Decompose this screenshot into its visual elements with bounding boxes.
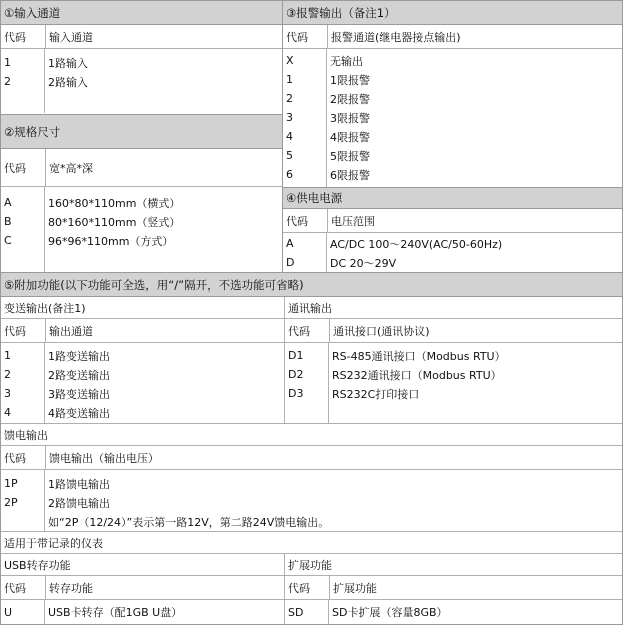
row-code: X [286,54,294,67]
row-desc: USB卡转存（配1GB U盘） [48,606,183,619]
row-desc: RS232通讯接口（Modbus RTU） [332,368,502,382]
feed-note: 如“2P（12/24）”表示第一路12V，第二路24V馈电输出。 [48,515,330,529]
row-desc: RS232C打印接口 [332,387,420,401]
col-desc: 馈电输出（输出电压） [45,446,622,469]
row-code: 1 [286,73,293,86]
col-code: 代码 [4,324,26,338]
feed-note-row [1,512,622,531]
table-row [285,365,622,384]
row-desc: 3限报警 [330,111,370,125]
column-header [1,576,284,600]
row-desc: 2限报警 [330,92,370,106]
rows [1,600,284,624]
col-code: 代码 [4,581,26,595]
rows [283,233,622,272]
row-code: C [4,234,12,247]
row-desc: SD卡扩展（容量8GB） [332,606,448,619]
section-alarm-output [283,1,622,187]
col-desc: 扩展功能 [329,576,622,599]
section-power-supply [283,187,622,272]
row-code: 4 [286,130,293,143]
column-header [283,209,622,233]
col-desc: 宽*高*深 [45,149,282,186]
subsection-title: 馈电输出 [1,424,622,446]
col-desc: 电压范围 [327,209,622,232]
row-desc: 5限报警 [330,149,370,163]
subsection-transmit-output [1,297,284,423]
subsection-feed-output [1,424,622,531]
row-code: 1 [4,349,11,362]
row-desc: 1路馈电输出 [48,477,110,491]
rows [1,343,284,423]
row-code: A [4,196,12,209]
row-code: B [4,215,12,228]
row-code: 2 [286,92,293,105]
table-row [283,89,622,108]
row-code: 6 [286,168,293,181]
row-code: 5 [286,149,293,162]
section-input-channel [1,1,282,114]
column-header [285,319,622,343]
row-code: 4 [4,406,11,419]
table-row [283,146,622,165]
row-desc: 1限报警 [330,73,370,87]
col-code: 代码 [288,324,310,338]
row-desc: 4限报警 [330,130,370,144]
col-code: 代码 [4,30,26,44]
column-header [285,576,622,600]
col-code: 代码 [286,214,308,228]
row-desc: 无输出 [330,54,363,68]
recorder-title: 适用于带记录的仪表 [1,532,622,554]
column-header [1,149,282,187]
row-code: D2 [288,368,304,381]
rows [1,470,622,531]
col-code: 代码 [4,161,26,175]
row-desc: 160*80*110mm（横式） [48,196,181,210]
row-code: 2P [4,496,18,509]
row-code: 3 [4,387,11,400]
table-row [285,384,622,403]
section-title: ①输入通道 [1,1,282,25]
subsection-usb-transfer [1,554,284,624]
subsection-comm-output [285,297,622,423]
section-dimensions [1,114,282,272]
rows [285,343,622,423]
table-row [283,70,622,89]
section-title: ②规格尺寸 [1,114,282,149]
table-row [1,474,622,493]
row-desc: 6限报警 [330,168,370,182]
row-code: A [286,237,294,250]
table-row [283,108,622,127]
col-code: 代码 [4,451,26,465]
row-code: 3 [286,111,293,124]
row-code: SD [288,605,304,619]
row-code: D1 [288,349,304,362]
rows [285,600,622,624]
table-row [283,234,622,253]
row-code: D [286,256,295,269]
row-desc: 2路输入 [48,75,88,89]
column-header [1,25,282,49]
row-code: 1 [4,56,11,69]
row-desc: 1路输入 [48,56,88,70]
col-code: 代码 [286,30,308,44]
section-title: ④供电电源 [283,187,622,209]
subsection-title: USB转存功能 [1,554,284,576]
column-header [283,25,622,49]
row-desc: 4路变送输出 [48,406,110,420]
table-row [1,493,622,512]
section-title: ③报警输出（备注1） [283,1,622,25]
row-desc: DC 20～29V [330,256,397,270]
table-row [283,127,622,146]
col-desc: 输出通道 [45,319,284,342]
subsection-title: 通讯输出 [285,297,622,319]
row-desc: RS-485通讯接口（Modbus RTU） [332,349,506,363]
row-desc: AC/DC 100～240V(AC/50-60Hz) [330,237,503,251]
table-row [285,346,622,365]
rows [1,49,282,113]
subsection-extension [285,554,622,624]
section-title-additional: ⑤附加功能(以下功能可全选，用“/”隔开，不选功能可省略) [1,273,622,297]
subsection-title: 变送输出(备注1) [1,297,284,319]
row-code: U [4,605,13,619]
rows [283,49,622,187]
table-row [285,600,622,624]
row-desc: 2路馈电输出 [48,496,110,510]
col-desc: 报警通道(继电器接点输出) [327,25,622,48]
col-desc: 转存功能 [45,576,284,599]
column-header [1,446,622,470]
row-code: 2 [4,75,11,88]
col-desc: 通讯接口(通讯协议) [329,319,622,342]
row-code: D3 [288,387,304,400]
row-desc: 2路变送输出 [48,368,110,382]
row-desc: 96*96*110mm（方式） [48,234,174,248]
table-row [283,51,622,70]
col-code: 代码 [288,581,310,595]
column-header [1,319,284,343]
subsection-title: 扩展功能 [285,554,622,576]
row-desc: 80*160*110mm（竖式） [48,215,181,229]
row-code: 2 [4,368,11,381]
row-desc: 3路变送输出 [48,387,110,401]
col-desc: 输入通道 [45,25,282,48]
row-code: 1P [4,477,18,490]
row-desc: 1路变送输出 [48,349,110,363]
table-row [283,165,622,184]
rows [1,187,282,272]
table-row [283,253,622,272]
